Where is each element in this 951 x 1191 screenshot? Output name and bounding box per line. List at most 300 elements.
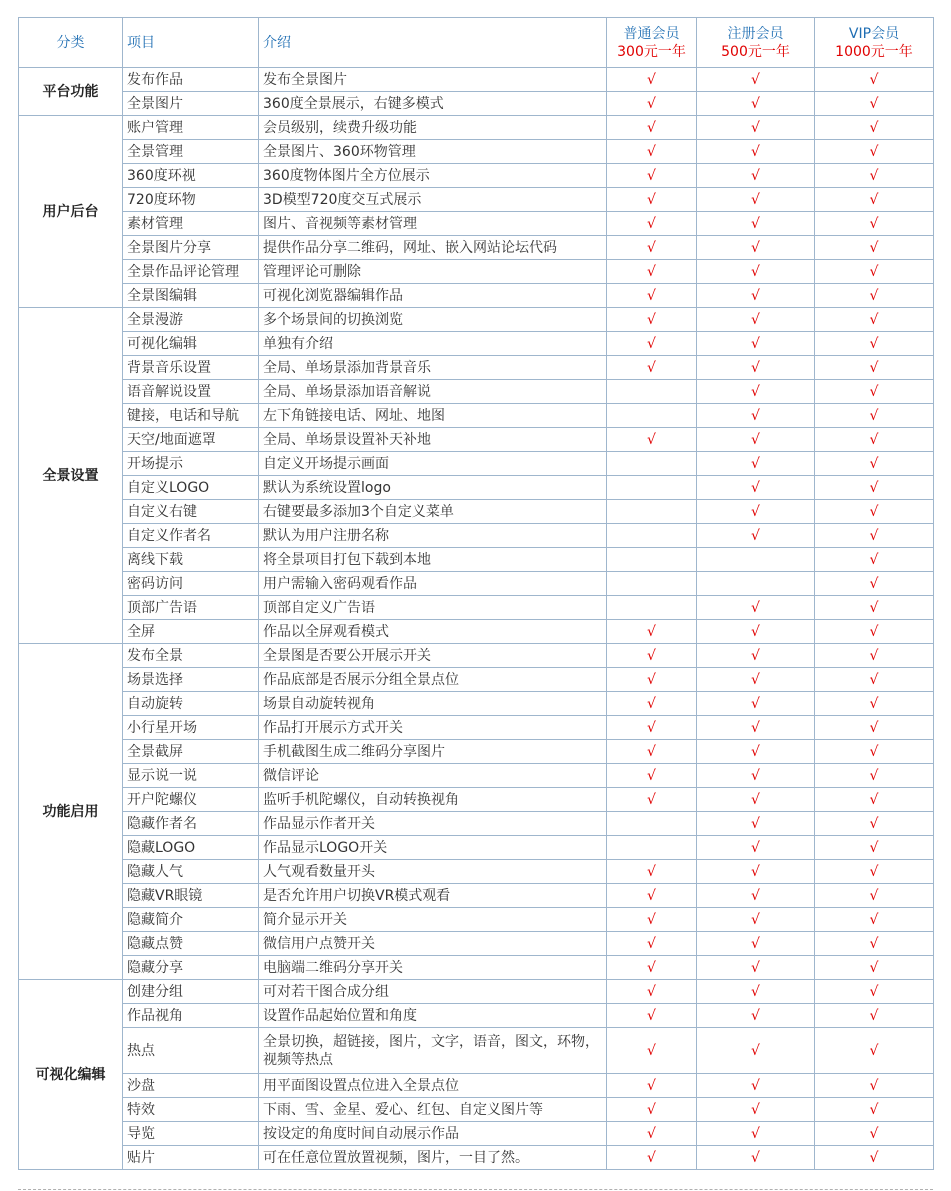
check-mark-icon: √	[751, 983, 760, 1000]
item-cell: 账户管理	[123, 116, 259, 140]
item-cell: 自动旋转	[123, 692, 259, 716]
check-mark-icon: √	[869, 599, 879, 616]
check-cell-vip	[815, 716, 934, 740]
check-mark-icon: √	[751, 335, 760, 352]
check-cell-registered	[697, 860, 815, 884]
check-cell-basic	[607, 1074, 697, 1098]
check-cell-vip	[815, 260, 934, 284]
check-mark-icon: √	[869, 671, 879, 688]
check-cell-registered	[697, 404, 815, 428]
table-row	[19, 68, 934, 92]
check-mark-icon: √	[869, 407, 879, 424]
check-cell-vip	[815, 212, 934, 236]
description-cell: 作品显示作者开关	[259, 812, 607, 836]
check-cell-basic	[607, 68, 697, 92]
table-row	[19, 1146, 934, 1170]
header-tier-vip	[815, 18, 934, 68]
check-cell-vip	[815, 284, 934, 308]
check-cell-vip	[815, 500, 934, 524]
check-mark-icon: √	[751, 623, 760, 640]
check-mark-icon: √	[647, 431, 656, 448]
check-cell-registered	[697, 332, 815, 356]
check-cell-registered	[697, 668, 815, 692]
tier-name: VIP会员	[848, 25, 900, 42]
check-mark-icon: √	[751, 1101, 760, 1118]
check-mark-icon: √	[751, 599, 760, 616]
check-mark-icon: √	[751, 95, 760, 112]
check-mark-icon: √	[869, 695, 879, 712]
check-mark-icon: √	[869, 527, 879, 544]
description-cell: 会员级别，续费升级功能	[259, 116, 607, 140]
check-mark-icon: √	[751, 431, 760, 448]
check-cell-basic	[607, 476, 697, 500]
check-mark-icon: √	[647, 887, 656, 904]
check-cell-registered	[697, 308, 815, 332]
description-cell: 单独有介绍	[259, 332, 607, 356]
tier-name: 注册会员	[727, 25, 784, 42]
table-row	[19, 500, 934, 524]
check-mark-icon: √	[869, 479, 879, 496]
item-cell: 背景音乐设置	[123, 356, 259, 380]
check-cell-vip	[815, 92, 934, 116]
check-mark-icon: √	[869, 287, 879, 304]
check-cell-basic	[607, 620, 697, 644]
check-mark-icon: √	[869, 743, 879, 760]
check-cell-registered	[697, 500, 815, 524]
check-mark-icon: √	[869, 1101, 879, 1118]
item-cell: 全景图片	[123, 92, 259, 116]
check-mark-icon: √	[647, 647, 656, 664]
description-cell: 作品显示LOGO开关	[259, 836, 607, 860]
table-row	[19, 452, 934, 476]
check-mark-icon: √	[751, 887, 760, 904]
table-row	[19, 836, 934, 860]
check-cell-basic	[607, 356, 697, 380]
description-cell: 微信评论	[259, 764, 607, 788]
check-cell-vip	[815, 668, 934, 692]
item-cell: 显示说一说	[123, 764, 259, 788]
check-mark-icon: √	[869, 383, 879, 400]
description-cell: 微信用户点赞开关	[259, 932, 607, 956]
tier-name: 普通会员	[623, 25, 680, 42]
table-row	[19, 92, 934, 116]
check-cell-vip	[815, 356, 934, 380]
item-cell: 全景管理	[123, 140, 259, 164]
table-row	[19, 116, 934, 140]
table-row	[19, 740, 934, 764]
check-mark-icon: √	[751, 383, 760, 400]
check-mark-icon: √	[869, 551, 879, 568]
check-cell-registered	[697, 428, 815, 452]
check-cell-basic	[607, 1122, 697, 1146]
check-mark-icon: √	[869, 719, 879, 736]
check-mark-icon: √	[869, 239, 879, 256]
check-mark-icon: √	[647, 215, 656, 232]
check-mark-icon: √	[751, 935, 760, 952]
item-cell: 素材管理	[123, 212, 259, 236]
table-row	[19, 284, 934, 308]
item-cell: 特效	[123, 1098, 259, 1122]
description-cell: 可对若干图合成分组	[259, 980, 607, 1004]
check-cell-registered	[697, 692, 815, 716]
item-cell: 离线下载	[123, 548, 259, 572]
table-row	[19, 932, 934, 956]
check-mark-icon: √	[751, 263, 760, 280]
check-cell-registered	[697, 212, 815, 236]
check-mark-icon: √	[647, 71, 656, 88]
description-cell: 全局、单场景添加背景音乐	[259, 356, 607, 380]
check-mark-icon: √	[869, 647, 879, 664]
check-mark-icon: √	[647, 959, 656, 976]
item-cell: 全景图编辑	[123, 284, 259, 308]
check-mark-icon: √	[647, 623, 656, 640]
check-mark-icon: √	[751, 767, 760, 784]
description-cell: 可视化浏览器编辑作品	[259, 284, 607, 308]
check-mark-icon: √	[869, 311, 879, 328]
check-mark-icon: √	[647, 767, 656, 784]
check-cell-registered	[697, 1098, 815, 1122]
item-cell: 可视化编辑	[123, 332, 259, 356]
category-cell: 全景设置	[19, 308, 123, 644]
item-cell: 自定义作者名	[123, 524, 259, 548]
check-mark-icon: √	[751, 1007, 760, 1024]
check-mark-icon: √	[751, 671, 760, 688]
category-cell: 平台功能	[19, 68, 123, 116]
check-cell-basic	[607, 596, 697, 620]
check-cell-basic	[607, 572, 697, 596]
check-cell-registered	[697, 716, 815, 740]
check-mark-icon: √	[647, 311, 656, 328]
check-cell-basic	[607, 332, 697, 356]
table-row	[19, 860, 934, 884]
check-cell-basic	[607, 380, 697, 404]
check-cell-basic	[607, 308, 697, 332]
check-cell-registered	[697, 572, 815, 596]
item-cell: 发布全景	[123, 644, 259, 668]
table-row	[19, 716, 934, 740]
check-mark-icon: √	[751, 311, 760, 328]
check-cell-basic	[607, 140, 697, 164]
check-mark-icon: √	[869, 263, 879, 280]
tier-price: 500元一年	[721, 43, 790, 60]
check-mark-icon: √	[751, 815, 760, 832]
item-cell: 720度环物	[123, 188, 259, 212]
check-cell-vip	[815, 1074, 934, 1098]
item-cell: 隐藏人气	[123, 860, 259, 884]
check-cell-vip	[815, 404, 934, 428]
check-mark-icon: √	[751, 287, 760, 304]
check-cell-basic	[607, 716, 697, 740]
table-row	[19, 572, 934, 596]
item-cell: 隐藏分享	[123, 956, 259, 980]
check-mark-icon: √	[647, 1077, 656, 1094]
check-mark-icon: √	[647, 791, 656, 808]
check-cell-vip	[815, 188, 934, 212]
description-cell: 多个场景间的切换浏览	[259, 308, 607, 332]
check-cell-vip	[815, 788, 934, 812]
check-cell-vip	[815, 572, 934, 596]
check-mark-icon: √	[751, 959, 760, 976]
description-cell: 默认为用户注册名称	[259, 524, 607, 548]
description-cell: 监听手机陀螺仪，自动转换视角	[259, 788, 607, 812]
description-cell: 将全景项目打包下载到本地	[259, 548, 607, 572]
check-mark-icon: √	[647, 935, 656, 952]
item-cell: 全屏	[123, 620, 259, 644]
item-cell: 语音解说设置	[123, 380, 259, 404]
check-cell-basic	[607, 236, 697, 260]
description-cell: 左下角链接电话、网址、地图	[259, 404, 607, 428]
table-row	[19, 980, 934, 1004]
check-cell-basic	[607, 428, 697, 452]
category-cell: 用户后台	[19, 116, 123, 308]
membership-comparison-table	[18, 17, 934, 1170]
description-cell: 全景图片、360环物管理	[259, 140, 607, 164]
table-row	[19, 188, 934, 212]
item-cell: 发布作品	[123, 68, 259, 92]
check-cell-registered	[697, 260, 815, 284]
tier-price: 300元一年	[617, 43, 686, 60]
description-cell: 发布全景图片	[259, 68, 607, 92]
check-mark-icon: √	[751, 719, 760, 736]
table-row	[19, 524, 934, 548]
table-row	[19, 812, 934, 836]
description-cell: 右键要最多添加3个自定义菜单	[259, 500, 607, 524]
check-mark-icon: √	[869, 359, 879, 376]
check-cell-basic	[607, 788, 697, 812]
table-row	[19, 164, 934, 188]
description-cell: 作品打开展示方式开关	[259, 716, 607, 740]
check-cell-vip	[815, 1146, 934, 1170]
table-row	[19, 236, 934, 260]
check-cell-vip	[815, 524, 934, 548]
check-cell-vip	[815, 980, 934, 1004]
description-cell: 简介显示开关	[259, 908, 607, 932]
item-cell: 隐藏LOGO	[123, 836, 259, 860]
item-cell: 密码访问	[123, 572, 259, 596]
check-cell-basic	[607, 548, 697, 572]
check-mark-icon: √	[647, 983, 656, 1000]
table-row	[19, 1074, 934, 1098]
check-cell-basic	[607, 500, 697, 524]
description-cell: 全景图是否要公开展示开关	[259, 644, 607, 668]
check-mark-icon: √	[751, 1149, 760, 1166]
check-mark-icon: √	[869, 815, 879, 832]
table-row	[19, 428, 934, 452]
check-cell-registered	[697, 1146, 815, 1170]
table-row	[19, 380, 934, 404]
header-tier-registered	[697, 18, 815, 68]
check-mark-icon: √	[869, 215, 879, 232]
check-cell-registered	[697, 836, 815, 860]
check-cell-vip	[815, 140, 934, 164]
table-row	[19, 596, 934, 620]
check-mark-icon: √	[647, 1042, 656, 1059]
check-cell-basic	[607, 284, 697, 308]
check-cell-basic	[607, 764, 697, 788]
table-row	[19, 956, 934, 980]
check-mark-icon: √	[647, 335, 656, 352]
check-cell-vip	[815, 620, 934, 644]
check-cell-basic	[607, 164, 697, 188]
table-row	[19, 668, 934, 692]
check-mark-icon: √	[751, 743, 760, 760]
check-cell-registered	[697, 140, 815, 164]
check-mark-icon: √	[751, 239, 760, 256]
description-cell: 用户需输入密码观看作品	[259, 572, 607, 596]
item-cell: 全景截屏	[123, 740, 259, 764]
check-mark-icon: √	[869, 1125, 879, 1142]
check-cell-basic	[607, 1004, 697, 1028]
check-cell-registered	[697, 188, 815, 212]
check-mark-icon: √	[751, 143, 760, 160]
check-cell-vip	[815, 884, 934, 908]
check-cell-vip	[815, 308, 934, 332]
check-mark-icon: √	[647, 863, 656, 880]
check-cell-basic	[607, 1146, 697, 1170]
description-cell: 360度物体图片全方位展示	[259, 164, 607, 188]
check-mark-icon: √	[647, 119, 656, 136]
item-cell: 天空/地面遮罩	[123, 428, 259, 452]
check-cell-basic	[607, 836, 697, 860]
check-cell-registered	[697, 164, 815, 188]
check-mark-icon: √	[869, 431, 879, 448]
check-cell-registered	[697, 1004, 815, 1028]
item-cell: 顶部广告语	[123, 596, 259, 620]
item-cell: 场景选择	[123, 668, 259, 692]
check-cell-registered	[697, 932, 815, 956]
check-cell-basic	[607, 524, 697, 548]
check-mark-icon: √	[751, 359, 760, 376]
check-cell-registered	[697, 1028, 815, 1074]
description-cell: 场景自动旋转视角	[259, 692, 607, 716]
description-cell: 全局、单场景添加语音解说	[259, 380, 607, 404]
check-cell-vip	[815, 932, 934, 956]
check-cell-registered	[697, 788, 815, 812]
item-cell: 导览	[123, 1122, 259, 1146]
check-mark-icon: √	[751, 455, 760, 472]
check-cell-basic	[607, 212, 697, 236]
check-cell-basic	[607, 692, 697, 716]
check-mark-icon: √	[869, 1077, 879, 1094]
check-cell-registered	[697, 68, 815, 92]
check-mark-icon: √	[751, 911, 760, 928]
check-cell-registered	[697, 284, 815, 308]
check-mark-icon: √	[751, 1077, 760, 1094]
check-cell-vip	[815, 1122, 934, 1146]
table-row	[19, 404, 934, 428]
check-cell-basic	[607, 644, 697, 668]
check-mark-icon: √	[751, 191, 760, 208]
description-cell: 用平面图设置点位进入全景点位	[259, 1074, 607, 1098]
bottom-divider	[18, 1189, 933, 1190]
check-cell-registered	[697, 812, 815, 836]
check-mark-icon: √	[647, 1007, 656, 1024]
table-row	[19, 908, 934, 932]
check-mark-icon: √	[869, 623, 879, 640]
header-description: 介绍	[259, 18, 607, 68]
check-mark-icon: √	[869, 887, 879, 904]
header-category: 分类	[19, 18, 123, 68]
item-cell: 贴片	[123, 1146, 259, 1170]
item-cell: 360度环视	[123, 164, 259, 188]
table-row	[19, 308, 934, 332]
description-cell: 电脑端二维码分享开关	[259, 956, 607, 980]
check-cell-registered	[697, 356, 815, 380]
category-cell: 功能启用	[19, 644, 123, 980]
table-row	[19, 620, 934, 644]
item-cell: 创建分组	[123, 980, 259, 1004]
check-cell-basic	[607, 260, 697, 284]
check-mark-icon: √	[869, 1042, 879, 1059]
check-mark-icon: √	[647, 1101, 656, 1118]
check-cell-basic	[607, 116, 697, 140]
check-mark-icon: √	[869, 935, 879, 952]
check-mark-icon: √	[869, 983, 879, 1000]
check-mark-icon: √	[647, 263, 656, 280]
check-cell-basic	[607, 740, 697, 764]
check-cell-registered	[697, 452, 815, 476]
description-cell: 顶部自定义广告语	[259, 596, 607, 620]
check-mark-icon: √	[647, 743, 656, 760]
check-mark-icon: √	[751, 1042, 760, 1059]
check-cell-vip	[815, 860, 934, 884]
check-cell-vip	[815, 596, 934, 620]
check-mark-icon: √	[869, 863, 879, 880]
check-cell-basic	[607, 884, 697, 908]
item-cell: 沙盘	[123, 1074, 259, 1098]
check-mark-icon: √	[751, 527, 760, 544]
check-mark-icon: √	[751, 407, 760, 424]
check-cell-vip	[815, 692, 934, 716]
table-row	[19, 692, 934, 716]
check-cell-vip	[815, 956, 934, 980]
check-mark-icon: √	[647, 239, 656, 256]
check-cell-registered	[697, 956, 815, 980]
check-mark-icon: √	[869, 503, 879, 520]
check-cell-vip	[815, 812, 934, 836]
category-cell: 可视化编辑	[19, 980, 123, 1170]
check-mark-icon: √	[751, 647, 760, 664]
table-row	[19, 332, 934, 356]
table-row	[19, 140, 934, 164]
table-row	[19, 644, 934, 668]
check-mark-icon: √	[869, 455, 879, 472]
check-cell-vip	[815, 1098, 934, 1122]
check-cell-registered	[697, 380, 815, 404]
check-cell-vip	[815, 1004, 934, 1028]
check-cell-vip	[815, 116, 934, 140]
description-cell: 作品底部是否展示分组全景点位	[259, 668, 607, 692]
check-mark-icon: √	[647, 359, 656, 376]
table-row	[19, 1004, 934, 1028]
check-cell-basic	[607, 92, 697, 116]
check-mark-icon: √	[751, 503, 760, 520]
description-cell: 自定义开场提示画面	[259, 452, 607, 476]
item-cell: 开场提示	[123, 452, 259, 476]
check-cell-registered	[697, 1122, 815, 1146]
check-mark-icon: √	[869, 143, 879, 160]
description-cell: 图片、音视频等素材管理	[259, 212, 607, 236]
check-cell-basic	[607, 452, 697, 476]
check-mark-icon: √	[869, 167, 879, 184]
check-mark-icon: √	[647, 191, 656, 208]
check-cell-registered	[697, 596, 815, 620]
check-cell-vip	[815, 428, 934, 452]
description-cell: 3D模型720度交互式展示	[259, 188, 607, 212]
item-cell: 全景图片分享	[123, 236, 259, 260]
check-cell-vip	[815, 164, 934, 188]
item-cell: 自定义右键	[123, 500, 259, 524]
